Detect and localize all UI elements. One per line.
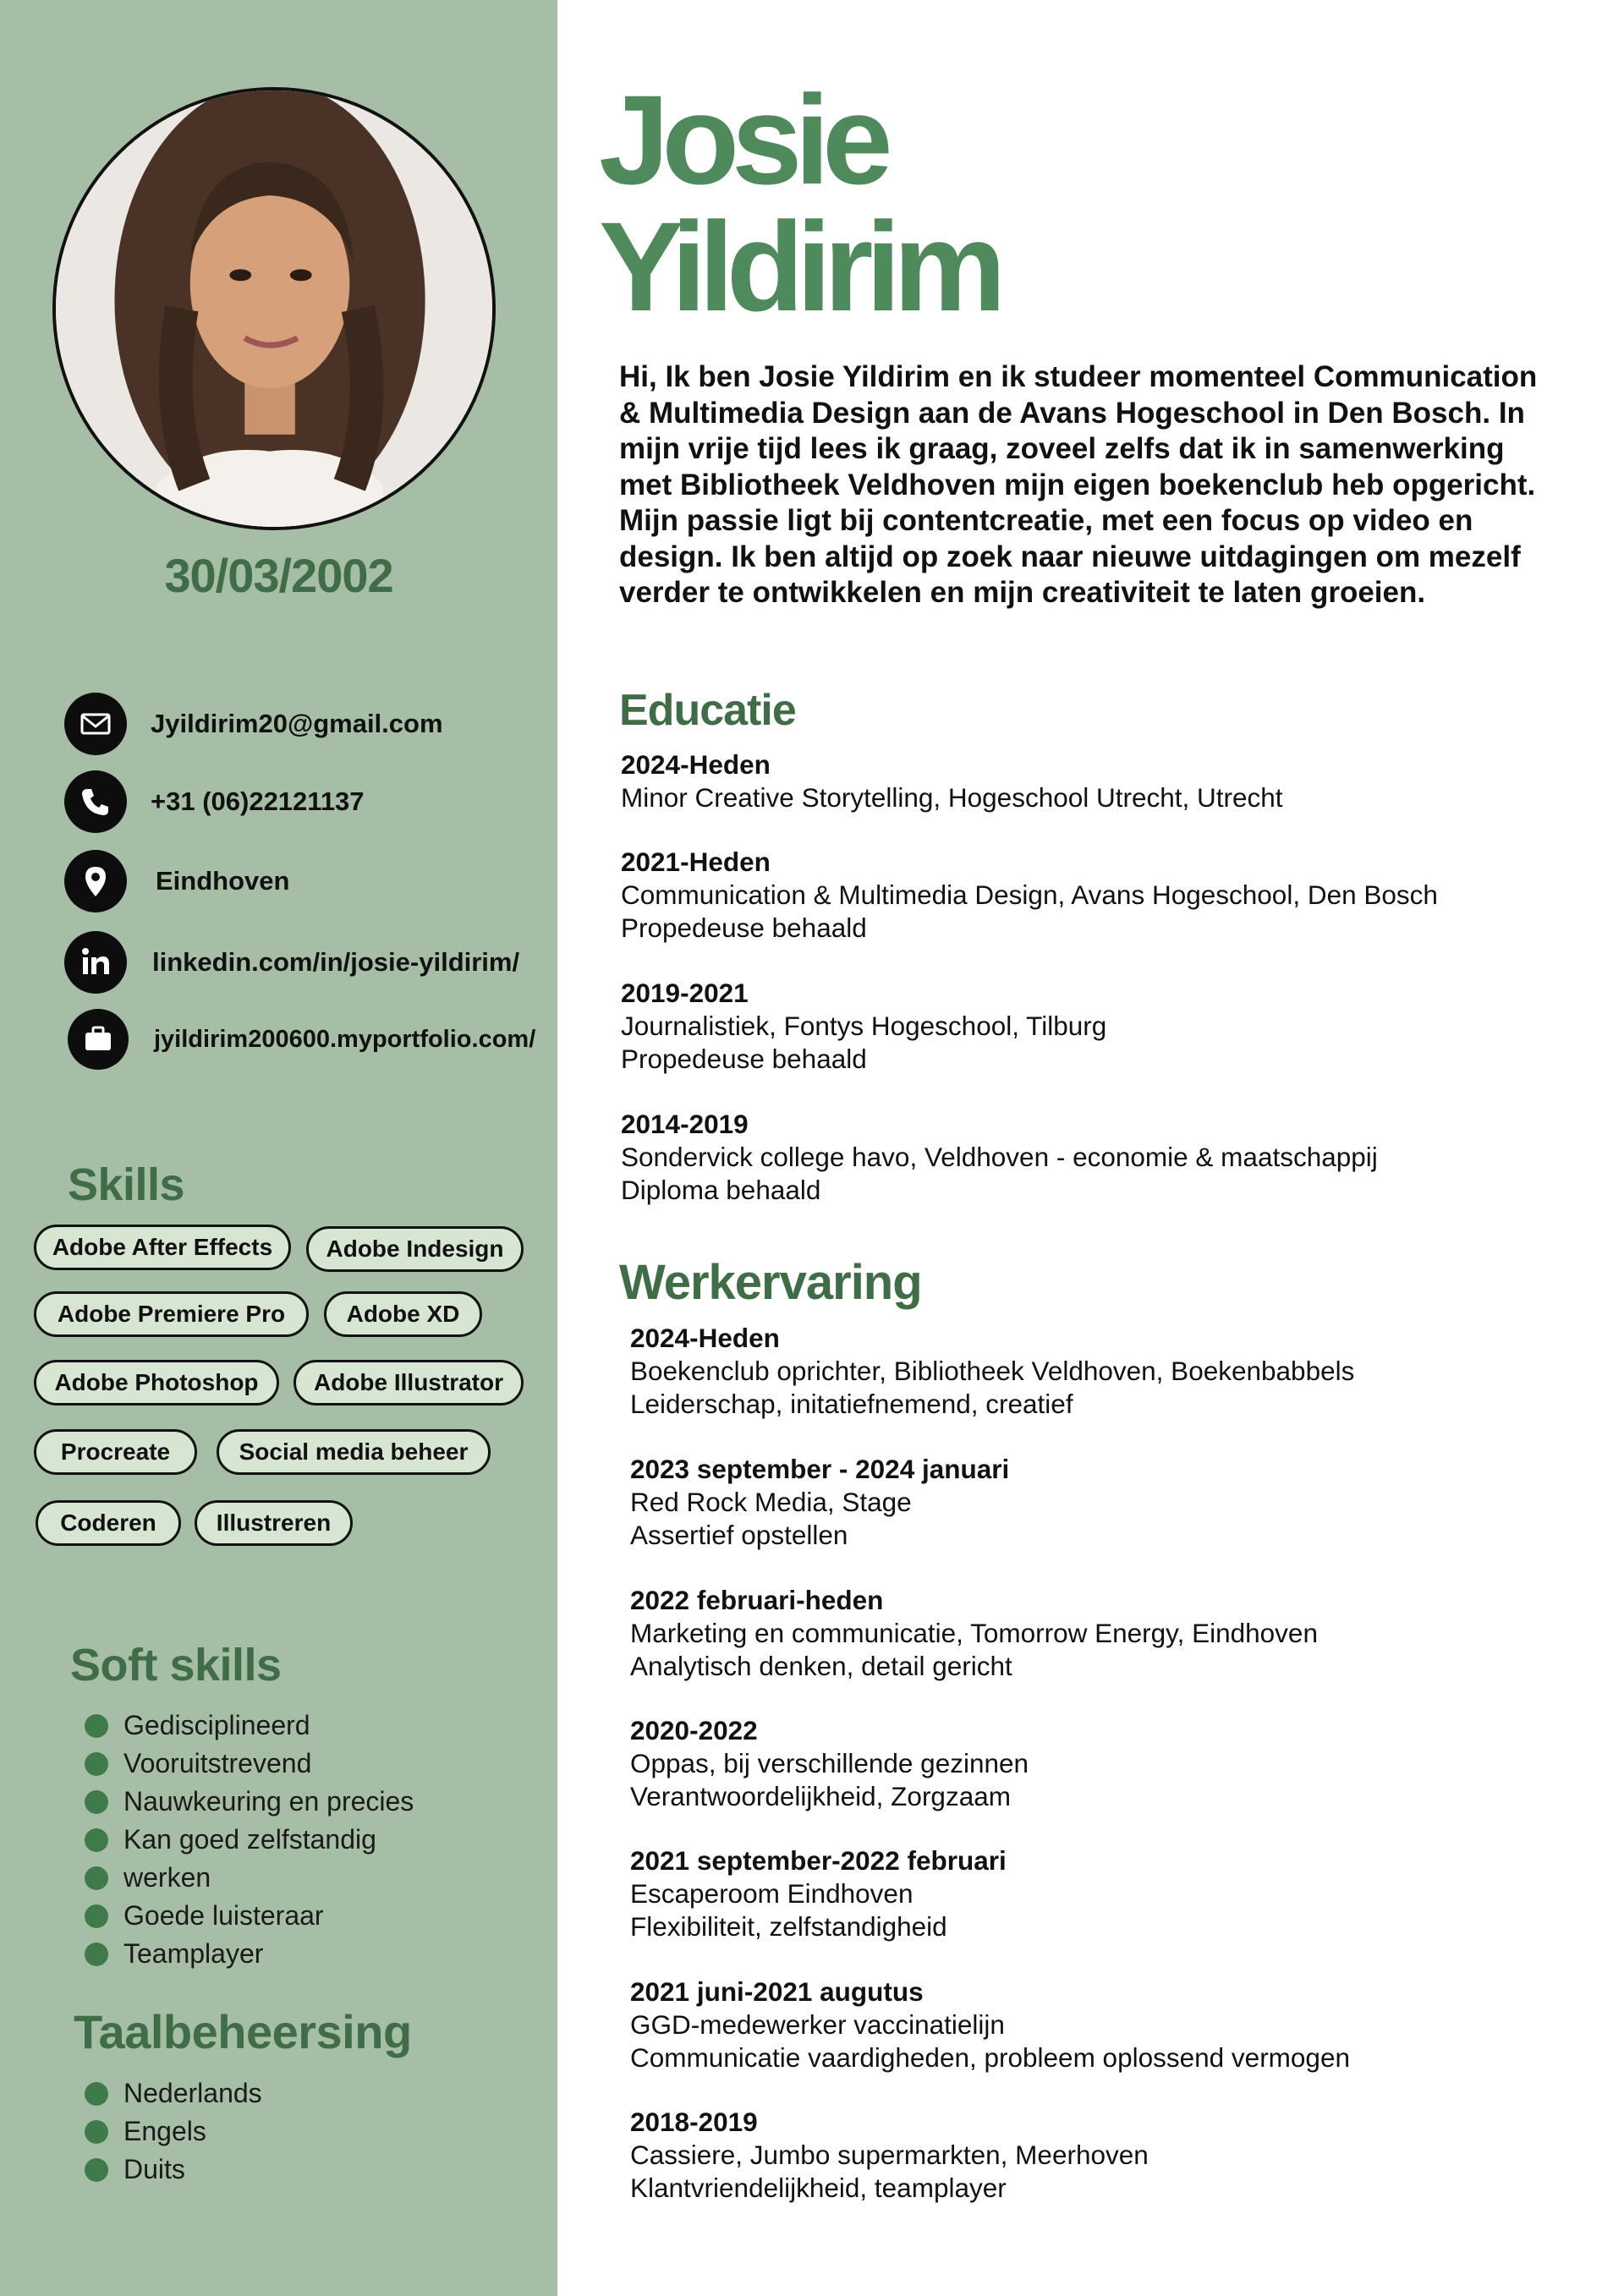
list-item: Teamplayer — [85, 1935, 414, 1973]
work-entry — [630, 1714, 1029, 1813]
briefcase-icon — [68, 1009, 129, 1070]
education-heading: Educatie — [619, 686, 796, 735]
list-item: Engels — [85, 2112, 262, 2151]
page-title — [599, 68, 999, 337]
last-name: Yildirim — [599, 195, 999, 337]
skill-pill: Adobe Premiere Pro — [34, 1291, 309, 1337]
first-name: Josie — [599, 68, 886, 211]
entry-line: Analytisch denken, detail gericht — [630, 1651, 1012, 1681]
list-item: Kan goed zelfstandig — [85, 1821, 414, 1859]
entry-line: Minor Creative Storytelling, Hogeschool Utrecht, Utrecht — [621, 782, 1283, 813]
education-entry — [621, 846, 1438, 945]
entry-line: Red Rock Media, Stage — [630, 1487, 912, 1517]
skill-pill: Adobe After Effects — [34, 1225, 291, 1270]
list-item: Vooruitstrevend — [85, 1745, 414, 1783]
contact-location — [64, 849, 289, 913]
bullet-dot-icon — [85, 1943, 108, 1966]
linkedin-icon — [64, 931, 127, 994]
bullet-dot-icon — [85, 2082, 108, 2106]
bullet-dot-icon — [85, 1866, 108, 1890]
entry-line: Marketing en communicatie, Tomorrow Energy, Eindhoven — [630, 1618, 1318, 1648]
skill-pill: Illustreren — [195, 1500, 353, 1546]
skills-heading: Skills — [68, 1159, 185, 1210]
work-entry — [630, 1584, 1318, 1683]
entry-period: 2021-Heden — [621, 847, 771, 877]
work-entry — [630, 1453, 1009, 1552]
linkedin-text: linkedin.com/in/josie-yildirim/ — [152, 947, 520, 977]
date-of-birth: 30/03/2002 — [164, 549, 393, 602]
skill-pill: Coderen — [36, 1500, 181, 1546]
entry-period: 2022 februari-heden — [630, 1585, 884, 1615]
mail-icon — [64, 693, 127, 755]
entry-period: 2021 september-2022 februari — [630, 1845, 1007, 1876]
education-entry — [621, 1108, 1378, 1207]
bullet-dot-icon — [85, 1752, 108, 1776]
email-text: Jyildirim20@gmail.com — [151, 709, 443, 738]
list-item: Goede luisteraar — [85, 1897, 414, 1935]
entry-line: Diploma behaald — [621, 1175, 821, 1205]
work-entry — [630, 1844, 1007, 1943]
languages-heading: Taalbeheersing — [74, 2005, 412, 2058]
portfolio-text: jyildirim200600.myportfolio.com/ — [154, 1025, 536, 1053]
bullet-dot-icon — [85, 2158, 108, 2182]
list-item: werken — [85, 1859, 414, 1897]
contact-email[interactable] — [64, 692, 443, 756]
contact-linkedin[interactable] — [64, 930, 519, 995]
phone-text: +31 (06)22121137 — [151, 786, 365, 816]
skill-pill: Adobe Photoshop — [34, 1360, 279, 1406]
entry-line: Journalistiek, Fontys Hogeschool, Tilburg — [621, 1011, 1107, 1041]
entry-line: Cassiere, Jumbo supermarkten, Meerhoven — [630, 2140, 1149, 2170]
languages-list — [85, 2074, 262, 2189]
list-item: Nederlands — [85, 2074, 262, 2112]
skill-pill: Social media beheer — [217, 1429, 491, 1475]
entry-line: Oppas, bij verschillende gezinnen — [630, 1748, 1029, 1778]
entry-period: 2024-Heden — [621, 749, 771, 780]
work-heading: Werkervaring — [619, 1255, 922, 1310]
phone-icon — [64, 770, 127, 833]
entry-period: 2020-2022 — [630, 1715, 758, 1745]
bullet-dot-icon — [85, 1714, 108, 1738]
skill-pill: Adobe Illustrator — [294, 1360, 524, 1406]
bullet-dot-icon — [85, 1790, 108, 1814]
contact-phone[interactable] — [64, 770, 365, 834]
location-pin-icon — [64, 850, 127, 912]
entry-period: 2014-2019 — [621, 1109, 749, 1139]
entry-line: Verantwoordelijkheid, Zorgzaam — [630, 1781, 1011, 1811]
bullet-dot-icon — [85, 1904, 108, 1928]
education-entry — [621, 748, 1283, 814]
work-entry — [630, 2106, 1149, 2205]
profile-photo — [52, 87, 496, 530]
education-entry — [621, 977, 1106, 1076]
entry-line: Klantvriendelijkheid, teamplayer — [630, 2173, 1007, 2203]
entry-period: 2018-2019 — [630, 2107, 758, 2137]
entry-period: 2021 juni-2021 augutus — [630, 1976, 924, 2007]
entry-period: 2019-2021 — [621, 978, 749, 1008]
entry-line: Assertief opstellen — [630, 1520, 848, 1550]
location-text: Eindhoven — [156, 866, 290, 896]
sidebar — [0, 0, 557, 2296]
entry-line: Propedeuse behaald — [621, 912, 867, 943]
portrait-image — [56, 90, 492, 527]
entry-line: Communication & Multimedia Design, Avans Hogeschool, Den Bosch — [621, 879, 1438, 910]
list-item: Nauwkeuring en precies — [85, 1783, 414, 1821]
soft-skills-list — [85, 1707, 414, 1973]
list-item: Duits — [85, 2151, 262, 2189]
work-entry — [630, 1322, 1354, 1421]
entry-line: Leiderschap, initatiefnemend, creatief — [630, 1389, 1073, 1419]
entry-period: 2024-Heden — [630, 1323, 780, 1353]
entry-line: GGD-medewerker vaccinatielijn — [630, 2009, 1005, 2040]
list-item: Gedisciplineerd — [85, 1707, 414, 1745]
contact-portfolio[interactable] — [68, 1007, 535, 1071]
intro-paragraph: Hi, Ik ben Josie Yildirim en ik studeer momenteel Communication & Multimedia Design aan de Avans Hogeschool in Den Bosch. In mijn vrije tijd lees ik graag, zoveel zelfs dat ik in samenwerking met Bibliotheek Veldhoven mijn eigen boekenclub heb opgericht. Mijn passie ligt bij contentcreatie, met een focus op video en design. Ik ben altijd op zoek naar nieuwe uitdagingen om mezelf verder te ontwikkelen en mijn creativiteit te laten groeien. — [619, 360, 1538, 609]
entry-line: Sondervick college havo, Veldhoven - economie & maatschappij — [621, 1142, 1378, 1172]
entry-line: Boekenclub oprichter, Bibliotheek Veldhoven, Boekenbabbels — [630, 1356, 1355, 1386]
skill-pill: Procreate — [34, 1429, 197, 1475]
skill-pill: Adobe XD — [324, 1291, 482, 1337]
entry-line: Communicatie vaardigheden, probleem oplossend vermogen — [630, 2042, 1350, 2073]
entry-line: Propedeuse behaald — [621, 1044, 867, 1074]
work-entry — [630, 1975, 1350, 2074]
bullet-dot-icon — [85, 1828, 108, 1852]
entry-period: 2023 september - 2024 januari — [630, 1454, 1010, 1484]
entry-line: Escaperoom Eindhoven — [630, 1878, 914, 1909]
soft-skills-heading: Soft skills — [70, 1640, 282, 1690]
entry-line: Flexibiliteit, zelfstandigheid — [630, 1911, 947, 1942]
bullet-dot-icon — [85, 2120, 108, 2144]
skill-pill: Adobe Indesign — [306, 1226, 524, 1272]
